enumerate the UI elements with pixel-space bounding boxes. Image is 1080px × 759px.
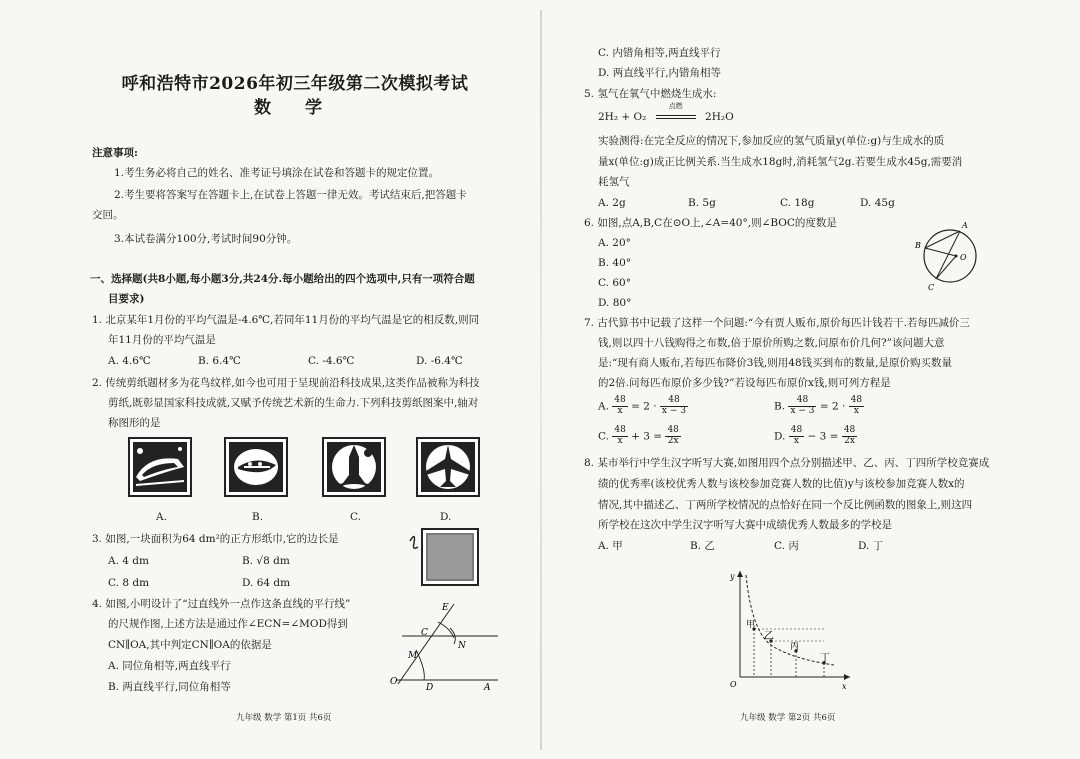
q2-stem: 2. 传统剪纸题材多为花鸟纹样,如今也可用于呈现前沿科技成果,这类作品被称为科技 (92, 377, 480, 389)
q8-point-bing: 丙 (790, 642, 800, 652)
q6-label-b: B (915, 241, 921, 250)
q1-option-b: B. 6.4℃ (198, 355, 241, 367)
square-tissue-icon (406, 525, 482, 595)
q4-option-b: B. 两直线平行,同位角相等 (108, 681, 231, 693)
q6-option-c: C. 60° (598, 277, 631, 289)
label-o: O (390, 677, 398, 687)
q8-option-a: A. 甲 (598, 540, 623, 552)
circle-angle-diagram (910, 218, 990, 292)
label-e: E (442, 603, 449, 613)
page-2 (584, 0, 1024, 759)
exam-title: 呼和浩特市2026年初三年级第二次模拟考试 (121, 74, 469, 94)
q6-figure (910, 218, 990, 297)
q5-equation (598, 102, 734, 125)
q5-stem-cont: 实验测得:在完全反应的情况下,参加反应的氢气质量y(单位:g)与生成水的质 (598, 135, 945, 147)
q1-stem-cont: 年11月份的平均气温是 (108, 334, 216, 346)
label-c: C (421, 628, 428, 638)
q8-option-d: D. 丁 (858, 540, 884, 552)
q3-figure (406, 525, 482, 600)
q2-label-a: A. (156, 511, 167, 523)
q8-axis-x: x (842, 682, 847, 690)
q6-option-a: A. 20° (598, 237, 631, 249)
q8-point-yi: 乙 (764, 631, 774, 642)
q6-label-o: O (960, 253, 967, 262)
q1-option-c: C. -4.6℃ (308, 355, 355, 367)
inverse-proportion-graph (724, 565, 854, 690)
q3-option-d: D. 64 dm (242, 577, 291, 589)
train-papercut-icon (128, 437, 192, 497)
q7-option-c: C. $\frac{48}{x}$ + 3 = $\frac{48}{2x}$ (598, 425, 679, 446)
q6-option-d: D. 80° (598, 297, 632, 309)
q2-label-c: C. (350, 511, 361, 523)
notice-2a: 2.考生要将答案写在答题卡上,在试卷上答题一律无效。考试结束后,把答题卡 (114, 189, 467, 201)
q8-stem-cont3: 所学校在这次中学生汉字听写大赛中成绩优秀人数最多的学校是 (598, 519, 892, 531)
page-1 (86, 0, 504, 759)
q5-option-d: D. 45g (860, 197, 895, 209)
q2-papercut-c (322, 437, 386, 502)
exam-subject: 数 学 (254, 98, 336, 118)
q5-option-c: C. 18g (780, 197, 815, 209)
q2-label-b: B. (252, 511, 264, 523)
q8-option-c: C. 丙 (774, 540, 799, 552)
page-fold (540, 10, 542, 750)
q1-stem: 1. 北京某年1月份的平均气温是-4.6℃,若同年11月份的平均气温是它的相反数,则同 (92, 314, 480, 326)
q3-stem: 3. 如图,一块面积为64 dm²的正方形纸巾,它的边长是 (92, 533, 339, 545)
q8-figure (724, 565, 854, 695)
q8-axis-y: y (730, 572, 735, 581)
notice-3: 3.本试卷满分100分,考试时间90分钟。 (114, 233, 298, 245)
footer-page-2: 九年级 数学 第2页 共6页 (740, 713, 836, 723)
parallel-construction-diagram (388, 598, 504, 690)
section-1-heading-cont: 目要求) (108, 293, 145, 305)
q5-equation-left: 2H₂ + O₂ (598, 111, 647, 123)
q4-option-c: C. 内错角相等,两直线平行 (598, 47, 721, 59)
q4-stem: 4. 如图,小明设计了“过直线外一点作这条直线的平行线” (92, 598, 351, 610)
q4-option-d: D. 两直线平行,内错角相等 (598, 67, 722, 79)
ship-papercut-icon (224, 437, 288, 497)
q7-stem-cont: 钱,则以四十八钱购得之布数,倍于原价所购之数,问原布价几何?”该问题大意 (598, 337, 945, 349)
q5-stem-cont2: 量x(单位:g)成正比例关系.当生成水18g时,消耗氢气2g.若要生成水45g,需要消 (598, 156, 963, 168)
q7-stem-cont2: 是:“现有商人贩布,若每匹布降价3钱,则用48钱买到布的数量,是原价购买数量 (598, 357, 952, 369)
notice-1: 1.考生务必将自己的姓名、准考证号填涂在试卷和答题卡的规定位置。 (114, 167, 440, 179)
q3-option-c: C. 8 dm (108, 577, 150, 589)
q3-option-a: A. 4 dm (108, 555, 149, 567)
q2-papercut-a (128, 437, 192, 502)
q8-stem-cont2: 情况,其中描述乙、丁两所学校情况的点恰好在同一个反比例函数的图象上,则这四 (598, 499, 973, 511)
q8-origin: O (730, 680, 737, 689)
q5-option-a: A. 2g (598, 197, 626, 209)
q2-papercut-d (416, 437, 480, 502)
q2-stem-cont2: 称图形的是 (108, 417, 161, 429)
q8-stem-cont: 绩的优秀率(该校优秀人数与该校参加竞赛人数的比值)y与该校参加竞赛人数x的 (598, 478, 965, 490)
q7-option-a: A. $\frac{48}{x}$ = 2 · $\frac{48}{x - 3}$ (598, 395, 686, 416)
label-n: N (458, 641, 466, 651)
q8-option-b: B. 乙 (690, 540, 715, 552)
q2-papercut-b (224, 437, 288, 502)
section-1-heading: 一、选择题(共8小题,每小题3分,共24分.每小题给出的四个选项中,只有一项符合题 (90, 273, 475, 285)
jet-papercut-icon (416, 437, 480, 497)
q4-option-a: A. 同位角相等,两直线平行 (108, 660, 231, 672)
q6-label-a: A (962, 221, 968, 230)
q7-option-b: B. $\frac{48}{x - 3}$ = 2 · $\frac{48}{x}$ (774, 395, 863, 416)
q4-stem-cont2: CN∥OA,其中判定CN∥OA的依据是 (108, 639, 272, 651)
q7-stem: 7. 古代算书中记载了这样一个问题:“今有贾人贩布,原价每匹计钱若干.若每匹减价三 (584, 317, 970, 329)
q5-condition: 点燃 (668, 102, 683, 110)
q6-label-c: C (928, 283, 935, 292)
q8-stem: 8. 某市举行中学生汉字听写大赛,如图用四个点分别描述甲、乙、丙、丁四所学校竞赛成 (584, 457, 990, 469)
q8-point-jia: 甲 (746, 620, 756, 630)
q5-equation-right: 2H₂O (705, 111, 734, 123)
q7-option-d: D. $\frac{48}{x}$ − 3 = $\frac{48}{2x}$ (774, 425, 856, 446)
q4-figure (388, 598, 504, 695)
q7-stem-cont3: 的2倍.问每匹布原价多少钱?”若设每匹布原价x钱,则可列方程是 (598, 377, 891, 389)
q5-reaction-arrow (654, 102, 698, 125)
q4-stem-cont: 的尺规作图,上述方法是通过作∠ECN=∠MOD得到 (108, 618, 348, 630)
q1-option-a: A. 4.6℃ (108, 355, 151, 367)
label-d: D (426, 683, 434, 690)
q2-label-d: D. (440, 511, 452, 523)
q1-option-d: D. -6.4℃ (416, 355, 463, 367)
q8-point-ding: 丁 (820, 653, 830, 664)
q5-stem: 5. 氢气在氧气中燃烧生成水: (584, 88, 717, 100)
q6-option-b: B. 40° (598, 257, 632, 269)
q3-option-b: B. √8 dm (242, 555, 290, 567)
notice-heading: 注意事项: (92, 147, 138, 159)
notice-2b: 交回。 (92, 209, 124, 221)
q5-option-b: B. 5g (688, 197, 716, 209)
label-a: A (484, 683, 491, 690)
q5-stem-cont3: 耗氢气 (598, 176, 630, 188)
footer-page-1: 九年级 数学 第1页 共6页 (236, 713, 332, 723)
rocket-papercut-icon (322, 437, 386, 497)
q6-stem: 6. 如图,点A,B,C在⊙O上,∠A=40°,则∠BOC的度数是 (584, 217, 837, 229)
q2-stem-cont: 剪纸,既彰显国家科技成就,又赋予传统艺术新的生命力.下列科技剪纸图案中,轴对 (108, 397, 479, 409)
label-m: M (408, 651, 418, 661)
